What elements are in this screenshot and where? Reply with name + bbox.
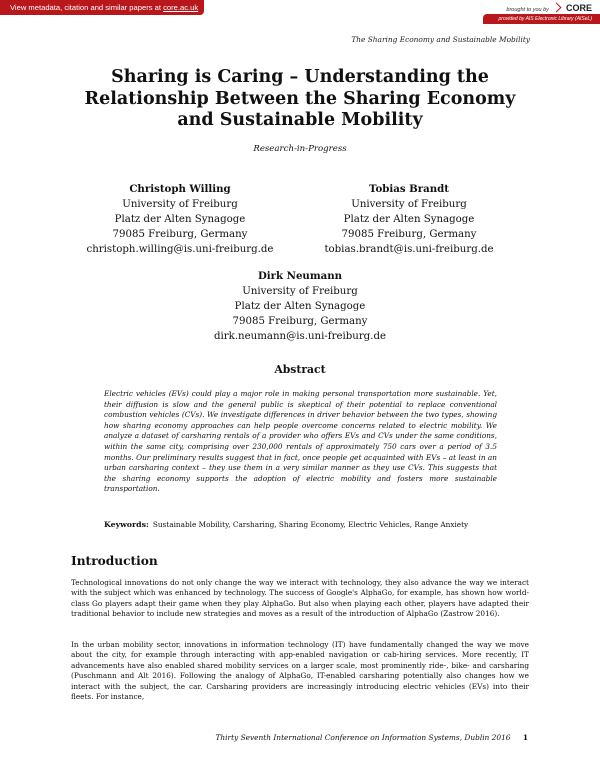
keywords-label: Keywords:: [104, 520, 149, 529]
author-affiliation: University of Freiburg: [351, 199, 467, 210]
author-name: Dirk Neumann: [257, 270, 343, 282]
introduction-heading: Introduction: [71, 554, 158, 568]
brought-by-text: brought to you by: [506, 7, 549, 13]
paper-subtitle: Research-in-Progress: [253, 144, 347, 154]
author-city: 79085 Freiburg, Germany: [112, 229, 248, 240]
conference-name: Thirty Seventh International Conference on Information Systems, Dublin 2016: [215, 733, 511, 742]
author-city: 79085 Freiburg, Germany: [232, 316, 368, 327]
author-block: [190, 269, 410, 344]
core-banner: [0, 0, 600, 22]
abstract-text: Electric vehicles (EVs) could play a major role in making personal transportation more sustainable. Yet, their diffusion is slow and the general public is skeptical of their potential to replace conventional combustion vehicles (CVs). We investigate differences in driver behavior between the two types, showing how sharing economy approaches can help people overcome concerns related to electric mobility. We analyze a dataset of carsharing rentals of a provider who offers EVs and CVs under the same conditions, within the same city, comprising over 230,000 rentals of approximately 750 cars over a period of 3.5 months. Our preliminary results suggest that in fact, once people get acquainted with EVs – at least in an urban carsharing context – they use them in a very similar manner as they use CVs. This suggests that the sharing economy supports the adoption of electric mobility and fosters more sustainable transportation.: [104, 389, 497, 494]
page-number: 1: [522, 733, 528, 742]
keywords-text: Sustainable Mobility, Carsharing, Sharing Economy, Electric Vehicles, Range Anxiety: [152, 520, 469, 529]
author-block: [70, 182, 290, 257]
author-affiliation: University of Freiburg: [242, 286, 358, 297]
author-affiliation: University of Freiburg: [122, 199, 238, 210]
keywords: [104, 520, 494, 531]
core-logo-icon: [552, 3, 562, 13]
abstract-heading: Abstract: [274, 363, 326, 376]
page-footer: [215, 733, 528, 742]
author-city: 79085 Freiburg, Germany: [341, 229, 477, 240]
author-street: Platz der Alten Synagoge: [343, 214, 475, 225]
author-block: [299, 182, 519, 257]
author-street: Platz der Alten Synagoge: [234, 301, 366, 312]
core-brand: CORE: [565, 3, 592, 13]
author-email[interactable]: tobias.brandt@is.uni-freiburg.de: [324, 244, 494, 255]
author-street: Platz der Alten Synagoge: [114, 214, 246, 225]
body-paragraph: In the urban mobility sector, innovations in information technology (IT) have fundamentally changed the way we move about the city, for example through interacting with app-enabled navigation or cab-hiring services. More recently, IT advancements have also enabled shared mobility services on a larger scale, most prominently ride-, bike- and carsharing (Puschmann and Alt 2016). Following the analogy of AlphaGo, IT-enabled carsharing potentially also changes how we interact with the subject, the car. Carsharing providers are increasingly introducing electric vehicles (EVs) into their fleets. For instance,: [71, 640, 529, 702]
body-paragraph: Technological innovations do not only change the way we interact with technology, they also advance the way we interact with the subject which was enhanced by technology. The success of Google's AlphaGo, for example, has shown how world-class Go players adapt their game when they play AlphaGo. But also when playing each other, players have adapted their traditional behavior to include new strategies and moves as a result of the introduction of AlphaGo (Zastrow 2016).: [71, 578, 529, 619]
paper-title: Sharing is Caring – Understanding the Relationship Between the Sharing Economy and Sustainable Mobility: [84, 67, 516, 130]
provided-by-badge[interactable]: provided by AIS Electronic Library (AISeL): [483, 14, 600, 24]
core-url[interactable]: core.ac.uk: [163, 3, 199, 12]
running-header: The Sharing Economy and Sustainable Mobility: [351, 35, 530, 44]
author-name: Tobias Brandt: [369, 183, 449, 195]
author-email[interactable]: dirk.neumann@is.uni-freiburg.de: [214, 331, 386, 342]
author-email[interactable]: christoph.willing@is.uni-freiburg.de: [86, 244, 274, 255]
core-link-text: View metadata, citation and similar papers at: [10, 3, 161, 12]
core-metadata-link[interactable]: [0, 0, 204, 15]
author-name: Christoph Willing: [129, 183, 231, 195]
core-brought-by[interactable]: [506, 3, 592, 13]
